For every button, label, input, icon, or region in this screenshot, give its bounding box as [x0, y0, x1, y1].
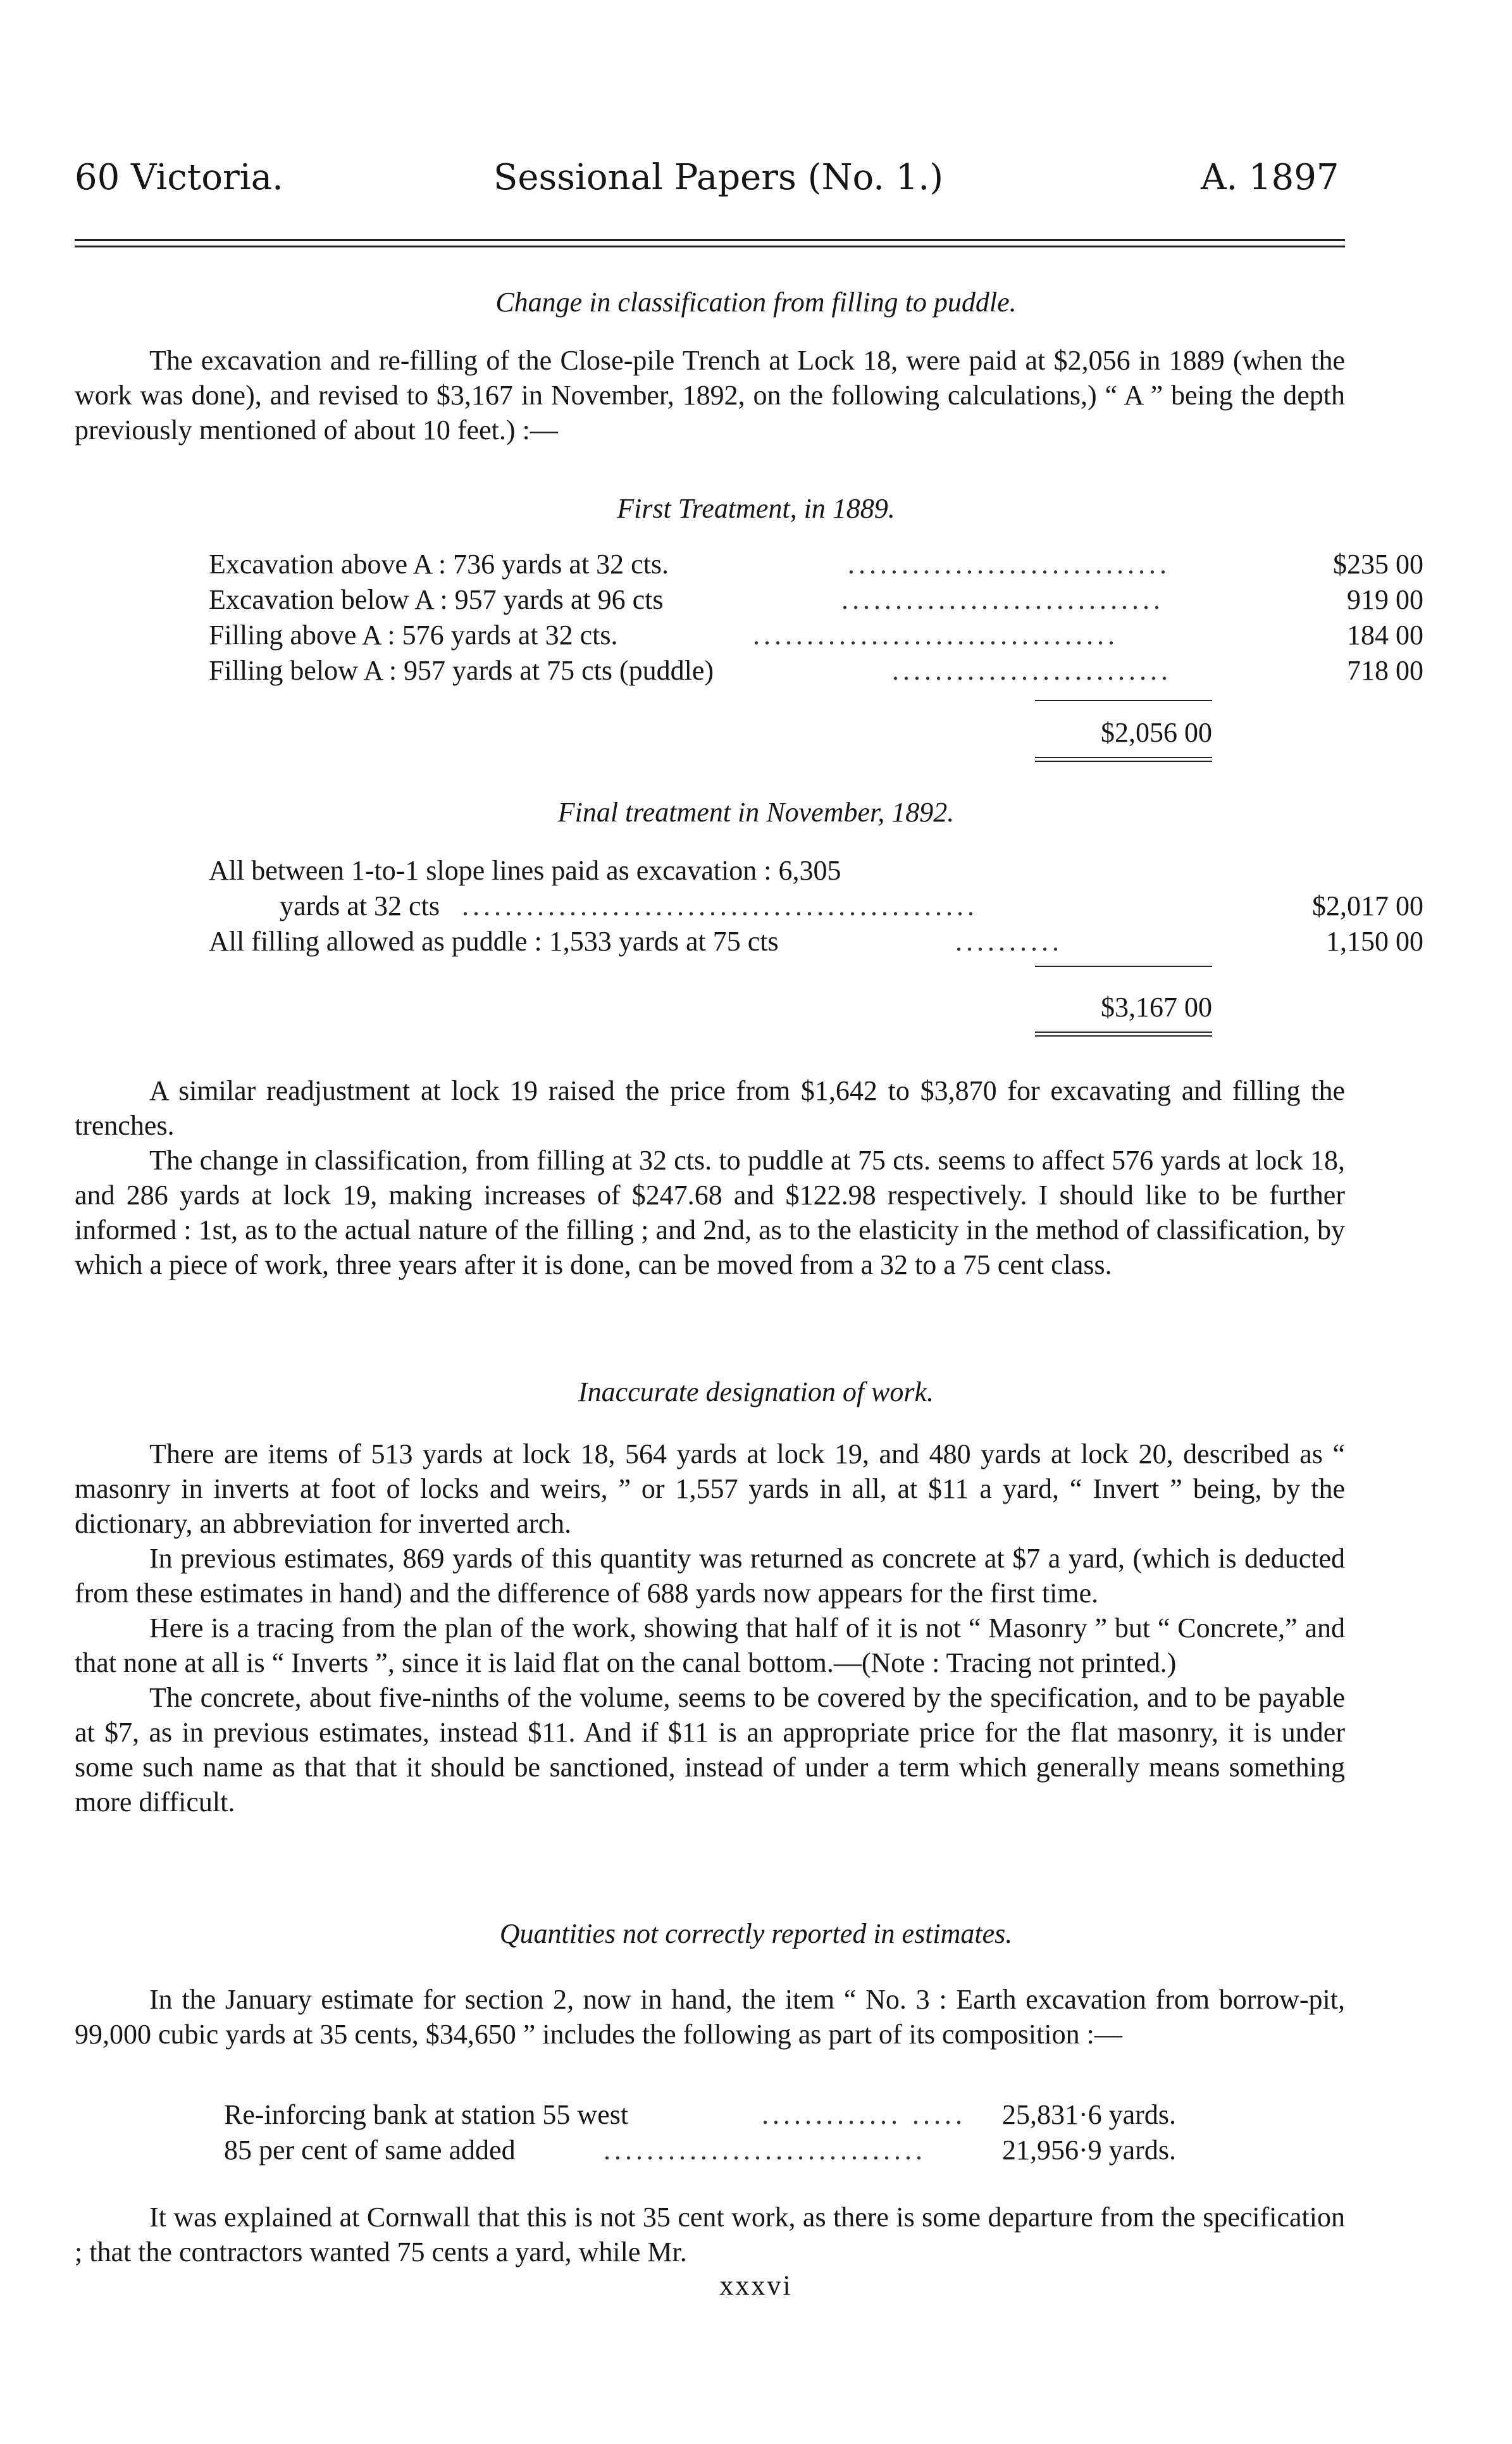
leader-dots: .............................. — [848, 549, 1170, 580]
section1-after — [75, 1073, 1345, 1282]
leader-dots: ............. ..... — [762, 2099, 966, 2130]
header-center: Sessional Papers (No. 1.) — [493, 157, 944, 198]
calc-row-amount: 25,831·6 yards. — [1002, 2098, 1217, 2131]
first-treatment-table — [209, 548, 1423, 738]
leader-dots: .......... — [955, 926, 1063, 957]
final-treatment-total: $3,167 00 — [1101, 992, 1212, 1023]
calc-row — [209, 548, 1423, 582]
sum-rule — [1035, 700, 1212, 701]
final-treatment-table — [209, 854, 1423, 981]
calc-row-amount: 21,956·9 yards. — [1002, 2134, 1217, 2166]
leader-dots: .............................. — [841, 584, 1164, 615]
calc-row-amount: $2,017 00 — [1272, 890, 1423, 922]
final-treatment-heading: Final treatment in November, 1892. — [557, 797, 955, 828]
calc-row-label: Filling above A : 576 yards at 32 cts. — [209, 620, 618, 651]
leader-dots: .................................. — [753, 620, 1119, 651]
section-heading-quantities: Quantities not correctly reported in estimates. — [499, 1918, 1013, 1949]
calc-row — [209, 890, 1423, 924]
header-right: A. 1897 — [1201, 157, 1339, 198]
page-number: xxxvi — [719, 2270, 793, 2301]
header-left: 60 Victoria. — [75, 157, 283, 198]
paragraph: The change in classification, from filling at 32 cts. to puddle at 75 cts. seems to affect 576 yards at lock 18, and 286 yards at lock 19, making increases of $247.68 and $122.98 respectively. I should like to be further informed : 1st, as to the actual nature of the filling ; and 2nd, as to the elasticity in the method of classification, by which a piece of work, three years after it is done, can be moved from a 32 to a 75 cent class. — [75, 1145, 1345, 1280]
section3-closing — [75, 2200, 1345, 2269]
total-double-rule — [1035, 757, 1212, 762]
paragraph: A similar readjustment at lock 19 raised the price from $1,642 to $3,870 for excavating and filling the trenches. — [75, 1075, 1345, 1141]
calc-row — [209, 583, 1423, 618]
paragraph: The excavation and re-filling of the Close-pile Trench at Lock 18, were paid at $2,056 in 1889 (when the work was done), and revised to $3,167 in November, 1892, on the following calculations,) “ A ” being the depth previously mentioned of about 10 feet.) :— — [75, 345, 1345, 446]
sum-rule — [1035, 966, 1212, 967]
calc-row-label: Excavation below A : 957 yards at 96 cts — [209, 584, 664, 615]
header-rule-top — [75, 239, 1345, 241]
leader-dots: .......................... — [892, 655, 1172, 686]
leader-dots: .............................. — [604, 2135, 926, 2166]
paragraph: Here is a tracing from the plan of the work, showing that half of it is not “ Masonry ” but “ Concrete,” and that none at all is “ Inverts ”, since it is laid flat on the canal bottom.—(Note : Tracing not printed.) — [75, 1612, 1345, 1678]
calc-row-label: Filling below A : 957 yards at 75 cts (puddle) — [209, 655, 714, 686]
leader-dots: ................................................ — [462, 890, 978, 921]
paragraph: It was explained at Cornwall that this is not 35 cent work, as there is some departure from the specification ; that the contractors wanted 75 cents a yard, while Mr. — [75, 2202, 1345, 2267]
paragraph: In previous estimates, 869 yards of this quantity was returned as concrete at $7 a yard, (which is deducted from these estimates in hand) and the difference of 688 yards now appears for the first time. — [75, 1543, 1345, 1609]
composition-table — [224, 2098, 1236, 2174]
calc-row-amount: 919 00 — [1272, 583, 1423, 616]
section-heading-classification: Change in classification from filling to puddle. — [495, 287, 1017, 318]
section-heading-designation: Inaccurate designation of work. — [578, 1376, 934, 1407]
calc-row — [224, 2134, 1236, 2168]
section2-body — [75, 1437, 1345, 1819]
paragraph: The concrete, about five-ninths of the volume, seems to be covered by the specification, and to be payable at $7, as in previous estimates, instead $11. And if $11 is an appropriate price for the flat masonry, it is under some such name as that that it should be sanctioned, instead of under a term which generally means something more difficult. — [75, 1682, 1345, 1817]
calc-row — [224, 2098, 1236, 2133]
paragraph: In the January estimate for section 2, now in hand, the item “ No. 3 : Earth excavation from borrow-pit, 99,000 cubic yards at 35 cents, $34,650 ” includes the following as part of its composition :— — [75, 1984, 1345, 2050]
calc-row-label: Re-inforcing bank at station 55 west — [224, 2099, 629, 2130]
calc-row-label: 85 per cent of same added — [224, 2135, 516, 2166]
first-treatment-total: $2,056 00 — [1101, 717, 1212, 748]
total-double-rule — [1035, 1032, 1212, 1037]
calc-row-line1: All between 1-to-1 slope lines paid as excavation : 6,305 — [209, 855, 841, 886]
first-treatment-heading: First Treatment, in 1889. — [617, 493, 895, 524]
paragraph: There are items of 513 yards at lock 18, 564 yards at lock 19, and 480 yards at lock 20, described as “ masonry in inverts at foot of locks and weirs, ” or 1,557 yards in all, at $11 a yard, “ Invert ” being, by the dictionary, an abbreviation for inverted arch. — [75, 1438, 1345, 1539]
header-rule-bottom — [75, 246, 1345, 247]
calc-row-amount: $235 00 — [1272, 548, 1423, 580]
calc-row — [209, 619, 1423, 653]
section1-intro — [75, 343, 1345, 447]
calc-row — [209, 654, 1423, 689]
calc-row — [209, 925, 1423, 959]
calc-row-label: yards at 32 cts — [280, 890, 440, 921]
calc-row-amount: 718 00 — [1272, 654, 1423, 687]
section3-intro — [75, 1982, 1345, 2052]
calc-row-label: Excavation above A : 736 yards at 32 cts. — [209, 549, 669, 580]
calc-row-amount: 1,150 00 — [1272, 925, 1423, 957]
calc-row-amount: 184 00 — [1272, 619, 1423, 651]
calc-row-label: All filling allowed as puddle : 1,533 yards at 75 cts — [209, 926, 779, 957]
